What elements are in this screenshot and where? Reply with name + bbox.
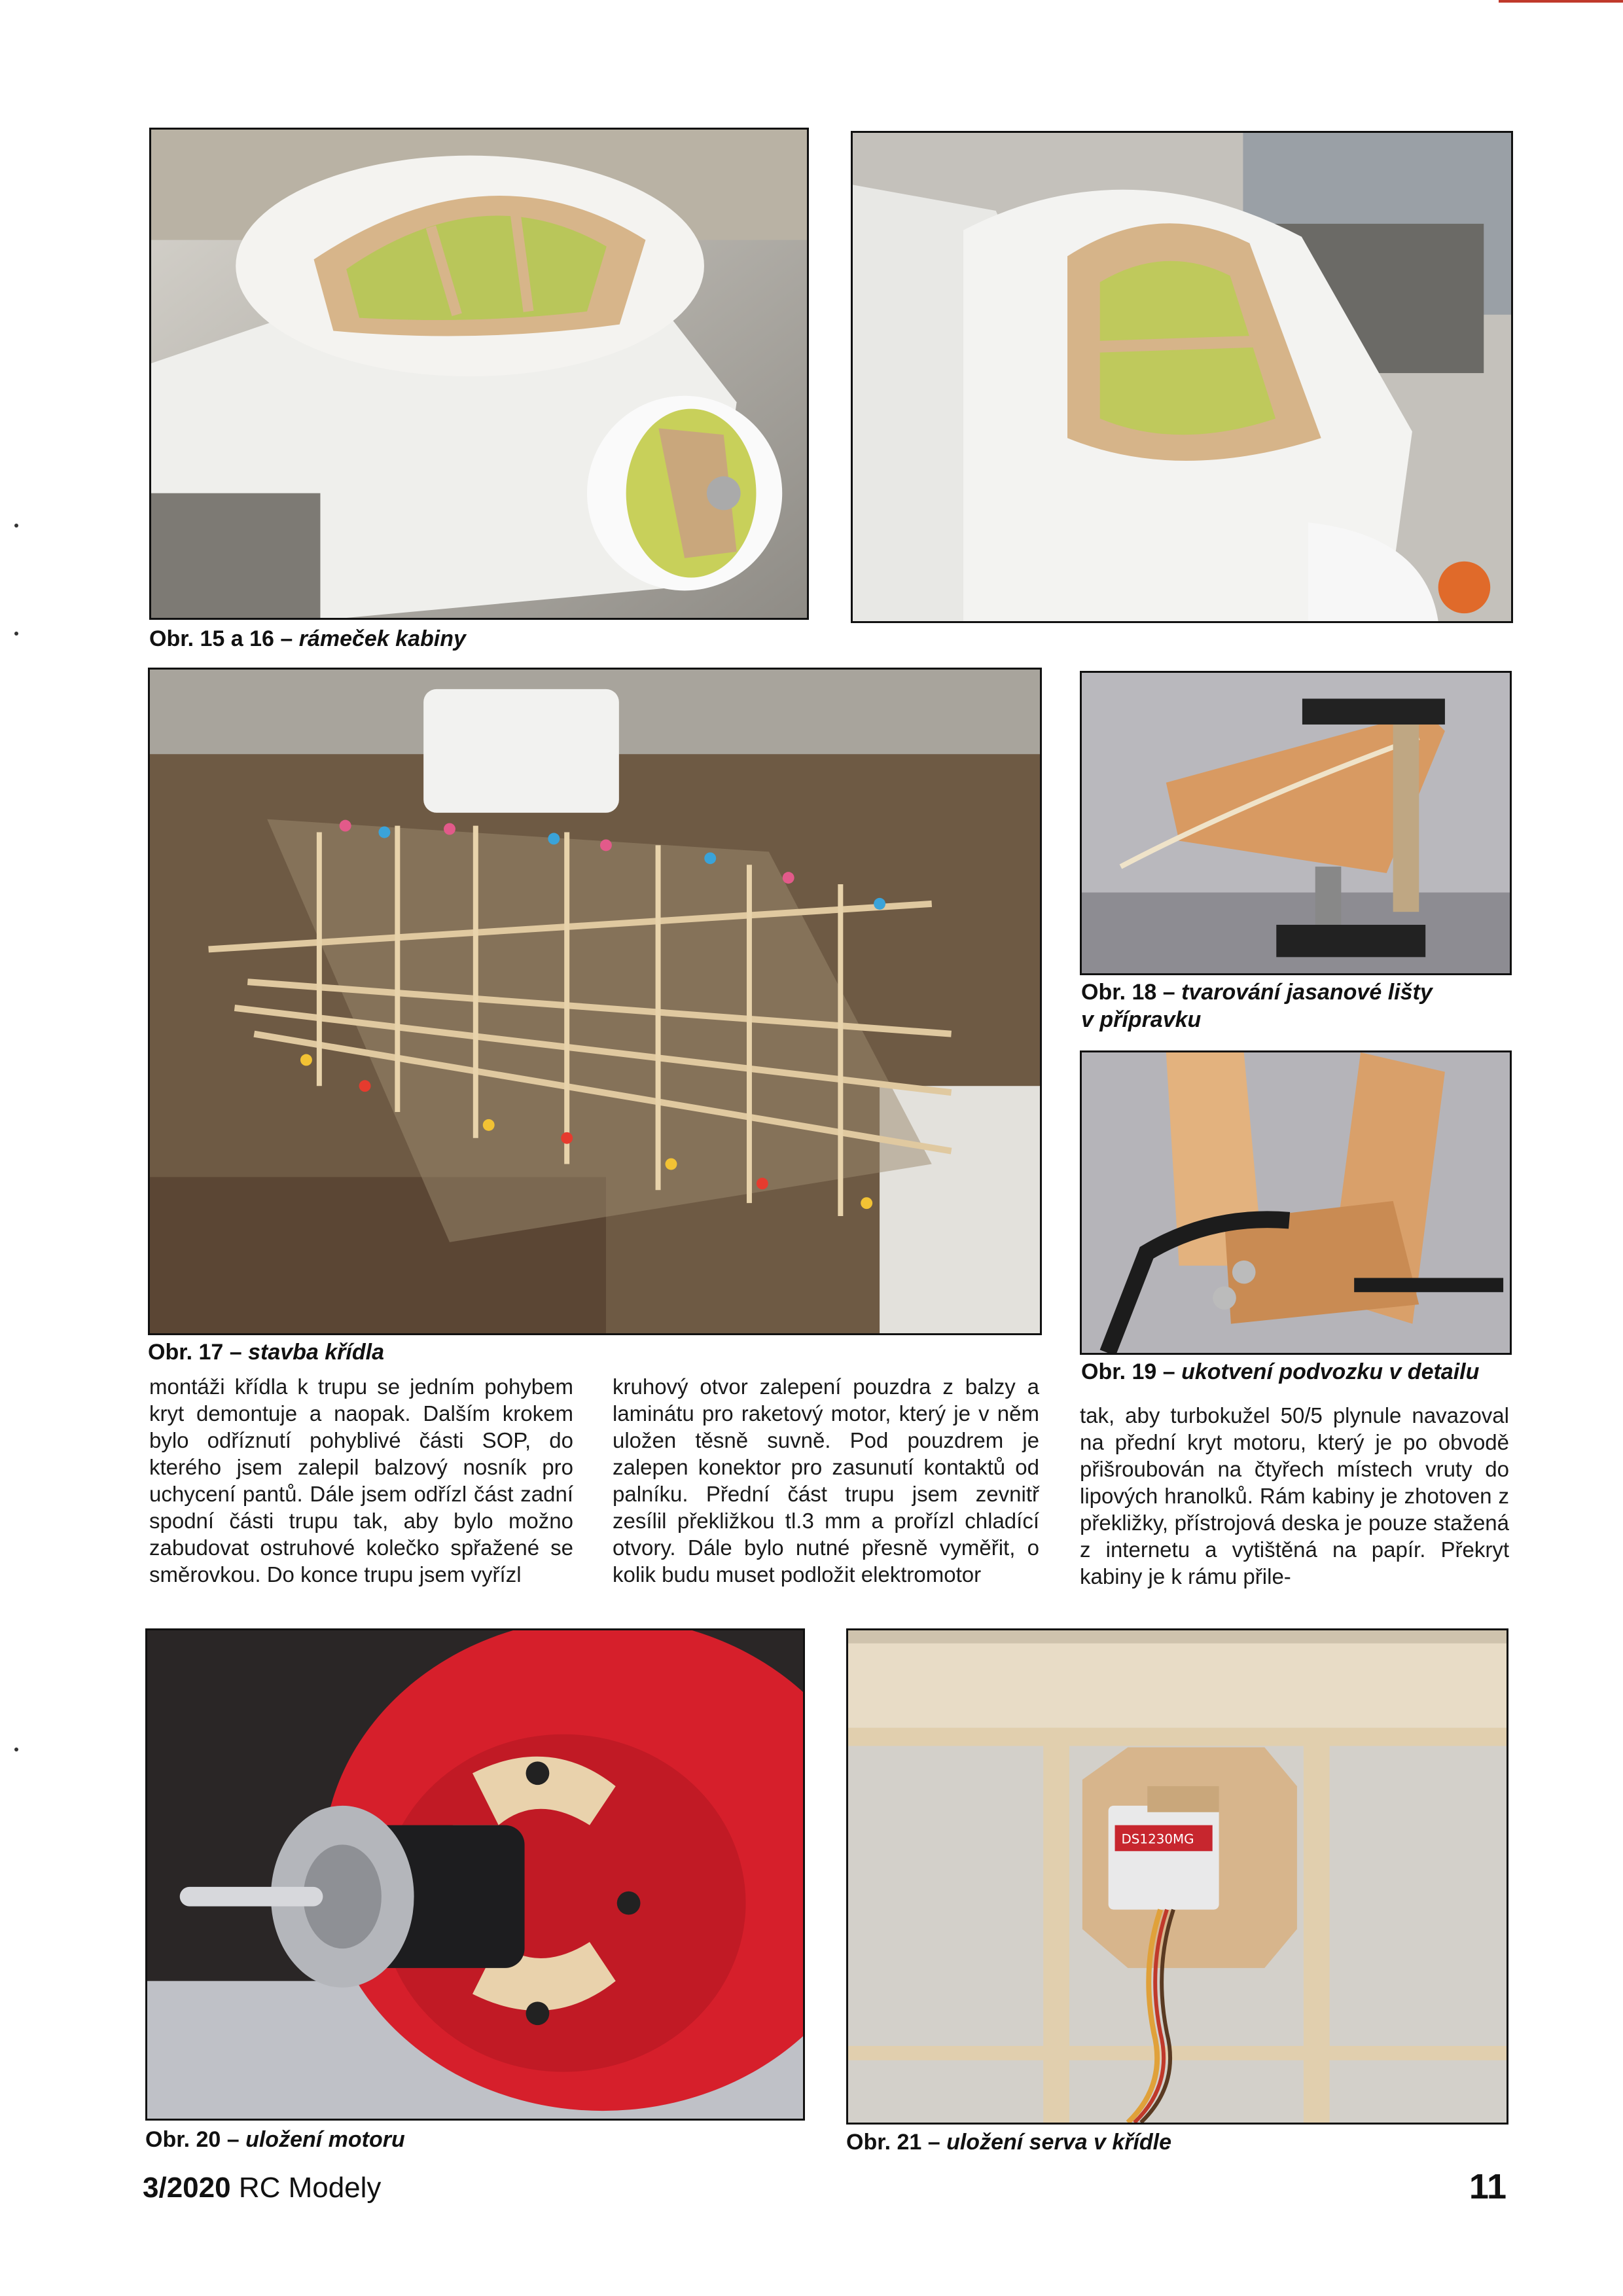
photo-fig17-wing-build: [148, 668, 1042, 1335]
photo-fig21-servo-in-wing: [846, 1628, 1508, 2125]
text-column-1: montáži křídla k trupu se jedním pohybem kryt demontuje a naopak. Dalším krokem bylo odříznutí pohyblivé části SOP, do kterého jsem zalepil balzový nosník pro uchycení pantů. Dále jsem odřízl část zadní spodní části trupu tak, aby bylo možno zabudovat ostruhové kolečko spřažené se směrovkou. Do konce trupu jsem vyřízl: [149, 1374, 573, 1587]
servo-label: DS1230MG: [1121, 1831, 1194, 1847]
caption-fig18: Obr. 18 – tvarování jasanové lišty v přípravku: [1081, 980, 1433, 1032]
scan-mark: [14, 1748, 18, 1751]
caption-fig21: Obr. 21 – uložení serva v křídle: [846, 2130, 1172, 2155]
photo-fig19-landing-gear: [1080, 1050, 1512, 1355]
text-column-3: tak, aby turbokužel 50/5 plynule navazoval na přední kryt motoru, který je po obvodě přišroubován na čtyřech místech vruty do lipových hranolků. Rám kabiny je zhotoven z překližky, přístrojová deska je pouze stažená z internetu a vytištěná na papír. Překryt kabiny je k rámu přile-: [1080, 1403, 1509, 1588]
top-edge-rule: [1499, 0, 1623, 3]
page-number: 11: [1469, 2167, 1507, 2206]
caption-fig20: Obr. 20 – uložení motoru: [145, 2127, 405, 2152]
photo-fig20-motor-mount: [145, 1628, 805, 2121]
scan-mark: [14, 524, 18, 528]
text-column-2: kruhový otvor zalepení pouzdra z balzy a laminátu pro raketový motor, který je v něm uložen těsně suvně. Pod pouzdrem je zalepen konektor pro zasunutí kontaktů od palníku. Přední část trupu jsem zevnitř zesílil překližkou tl.3 mm a prořízl chladící otvory. Dále bylo nutné přesně vyměřit, o kolik budu muset podložit elektromotor: [613, 1374, 1039, 1587]
caption-fig15-16: Obr. 15 a 16 – rámeček kabiny: [149, 626, 466, 651]
caption-fig19: Obr. 19 – ukotvení podvozku v detailu: [1081, 1359, 1480, 1384]
footer-issue: 3/2020 RC Modely: [143, 2172, 382, 2204]
photo-fig18-clamp: [1080, 671, 1512, 975]
scan-mark: [14, 632, 18, 636]
photo-fig15-cockpit: [149, 128, 809, 620]
caption-fig17: Obr. 17 – stavba křídla: [148, 1340, 384, 1365]
photo-fig16-cockpit: [851, 131, 1513, 623]
